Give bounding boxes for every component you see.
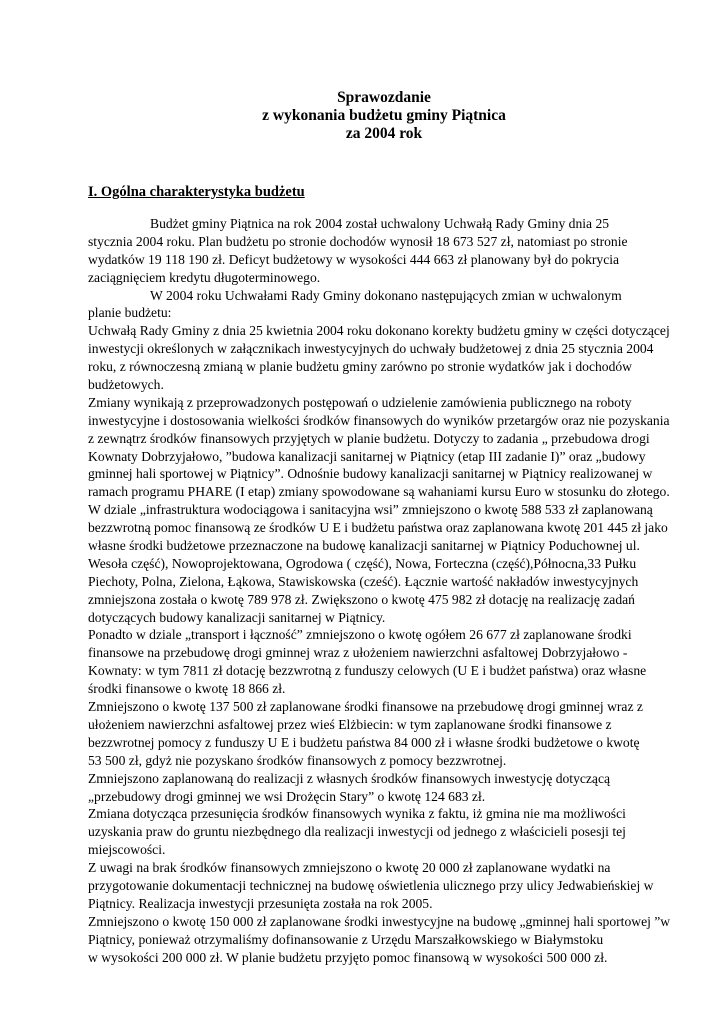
body-line: planie budżetu: — [88, 305, 172, 321]
body-line: W 2004 roku Uchwałami Rady Gminy dokonano następujących zmian w uchwalonym — [150, 287, 622, 303]
body-line: inwestycyjne i dostosowania wielkości środków finansowych do wyników przetargów oraz nie pozyskania — [88, 412, 670, 428]
body-line: roku, z równoczesną zmianą w planie budżetu gminy zarówno po stronie wydatków jak i dochodów — [88, 359, 632, 375]
body-line: bezzwrotną pomoc finansową ze środków U E i budżetu państwa oraz zaplanowana kwotę 201 445 zł jako — [88, 520, 668, 536]
body-line: stycznia 2004 roku. Plan budżetu po stronie dochodów wynosił 18 673 527 zł, natomiast po stronie — [88, 233, 628, 249]
body-line: finansowe na przebudowę drogi gminnej wraz z ułożeniem nawierzchni asfaltowej Dobrzyjałowo - — [88, 645, 628, 661]
body-line: Z uwagi na brak środków finansowych zmniejszono o kwotę 20 000 zł zaplanowane wydatki na — [88, 860, 611, 876]
body-line: wydatków 19 118 190 zł. Deficyt budżetowy w wysokości 444 663 zł planowany był do pokrycia — [88, 251, 620, 267]
body-line: Piechoty, Polna, Zielona, Łąkowa, Stawiskowska (cześć). Łącznie wartość nakładów inwestycyjnych — [88, 573, 639, 589]
body-line: Kownaty Dobrzyjałowo, ”budowa kanalizacji sanitarnej w Piątnicy (etap III zadanie I)” oraz „budowy — [88, 448, 646, 464]
body-line: Zmniejszono o kwotę 137 500 zł zaplanowane środki finansowe na przebudowę drogi gminnej wraz z — [88, 699, 643, 715]
body-line: Piątnicy. Realizacja inwestycji przesunięta została na rok 2005. — [88, 895, 433, 911]
body-line: przygotowanie dokumentacji technicznej na budowę oświetlenia ulicznego przy ulicy Jedwabieńskiej w — [88, 877, 654, 893]
title-line-1: Sprawozdanie — [337, 89, 431, 106]
body-line: „przebudowy drogi gminnej we wsi Drożęcin Stary” o kwotę 124 683 zł. — [88, 788, 486, 804]
body-line: Zmniejszono zaplanowaną do realizacji z własnych środków finansowych inwestycję dotyczącą — [88, 770, 611, 786]
body-line: Zmiana dotycząca przesunięcia środków finansowych wynika z faktu, iż gmina nie ma możliwości — [88, 806, 626, 822]
body-line: 53 500 zł, gdyż nie pozyskano środków finansowych z pomocy bezzwrotnej. — [88, 752, 507, 768]
body-line: ułożeniem nawierzchni asfaltowej przez wieś Elżbiecin: w tym zaplanowane środki finansowe z — [88, 716, 612, 732]
title-line-2: z wykonania budżetu gminy Piątnica — [262, 107, 506, 124]
body-line: Zmniejszono o kwotę 150 000 zł zaplanowane środki inwestycyjne na budowę „gminnej hali sportowej ”w — [88, 913, 671, 929]
body-line: Wesoła część), Nowoprojektowana, Ogrodowa ( część), Nowa, Forteczna (część),Północna,33 Pułku — [88, 555, 637, 571]
body-line: własne środki budżetowe przeznaczone na budowę kanalizacji sanitarnej w Piątnicy Poduchownej ul. — [88, 538, 640, 554]
body-line: W dziale „infrastruktura wodociągowa i sanitacyjna wsi” zmniejszono o kwotę 588 533 zł zaplanowaną — [88, 502, 653, 518]
body-line: w wysokości 200 000 zł. W planie budżetu przyjęto pomoc finansową w wysokości 500 000 zł. — [88, 949, 608, 965]
body-line: Kownaty: w tym 7811 zł dotację bezzwrotną z funduszy celowych (U E i budżet państwa) oraz własne — [88, 663, 647, 679]
body-line: gminnej hali sportowej w Piątnicy”. Odnośnie budowy kanalizacji sanitarnej w Piątnicy realizowanej w — [88, 466, 653, 482]
body-line: dotyczących budowy kanalizacji sanitarnej w Piątnicy. — [88, 609, 386, 625]
body-line: z zewnątrz środków finansowych przyjętych w planie budżetu. Dotyczy to zadania „ przebudowa drogi — [88, 430, 650, 446]
body-line: Uchwałą Rady Gminy z dnia 25 kwietnia 2004 roku dokonano korekty budżetu gminy w części dotyczącej — [88, 323, 670, 339]
body-line: uzyskania praw do gruntu niezbędnego dla realizacji inwestycji od jednego z właścicieli posesji tej — [88, 824, 626, 840]
body-line: zmniejszona została o kwotę 789 978 zł. Zwiększono o kwotę 475 982 zł dotację na realizację zadań — [88, 591, 635, 607]
body-line: bezzwrotnej pomocy z funduszy U E i budżetu państwa 84 000 zł i własne środki budżetowe o kwotę — [88, 734, 640, 750]
body-line: Piątnicy, ponieważ otrzymaliśmy dofinansowanie z Urzędu Marszałkowskiego w Białymstoku — [88, 931, 604, 947]
body-line: środki finansowe o kwotę 18 866 zł. — [88, 681, 286, 697]
body-line: Zmiany wynikają z przeprowadzonych postępowań o udzielenie zamówienia publicznego na roboty — [88, 394, 632, 410]
body-line: inwestycji określonych w załącznikach inwestycyjnych do uchwały budżetowej z dnia 25 stycznia 2004 — [88, 341, 654, 357]
body-line: miejscowości. — [88, 842, 166, 858]
section-heading: I. Ogólna charakterystyka budżetu — [88, 184, 305, 200]
body-line: Ponadto w dziale „transport i łączność” zmniejszono o kwotę ogółem 26 677 zł zaplanowane środki — [88, 627, 632, 643]
body-line: Budżet gminy Piątnica na rok 2004 został uchwalony Uchwałą Rady Gminy dnia 25 — [150, 216, 610, 231]
body-line: zaciągnięciem kredytu długoterminowego. — [88, 269, 321, 285]
report-title — [0, 89, 724, 143]
body-line: ramach programu PHARE (I etap) zmiany spowodowane są wahaniami kursu Euro w stosunku do złotego. — [88, 484, 670, 500]
document-body — [88, 215, 718, 966]
body-line: budżetowych. — [88, 377, 164, 393]
title-line-3: za 2004 rok — [345, 125, 423, 142]
